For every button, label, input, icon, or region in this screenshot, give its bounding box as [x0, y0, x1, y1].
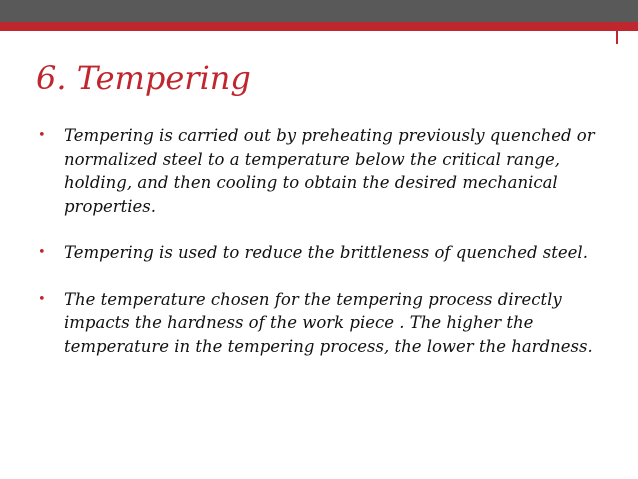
corner-accent-mark — [616, 31, 618, 44]
bullet-marker-icon: • — [38, 128, 46, 143]
bullet-text: Tempering is used to reduce the brittleness of quenched steel. — [64, 243, 588, 262]
bullet-list — [38, 124, 608, 381]
bullet-item — [38, 241, 608, 265]
bullet-item — [38, 288, 608, 359]
bullet-marker-icon: • — [38, 245, 46, 260]
bullet-text: Tempering is carried out by preheating previously quenched or normalized steel to a temperature below the critical range, holding, and then cooling to obtain the desired mechanical properties. — [64, 126, 595, 216]
header-dark-band — [0, 0, 638, 22]
header-accent-band — [0, 22, 638, 31]
bullet-item — [38, 124, 608, 218]
bullet-text: The temperature chosen for the tempering process directly impacts the hardness of the work piece . The higher the temperature in the tempering process, the lower the hardness. — [64, 289, 593, 356]
slide-title: 6. Tempering — [36, 59, 251, 97]
bullet-marker-icon: • — [38, 291, 46, 307]
